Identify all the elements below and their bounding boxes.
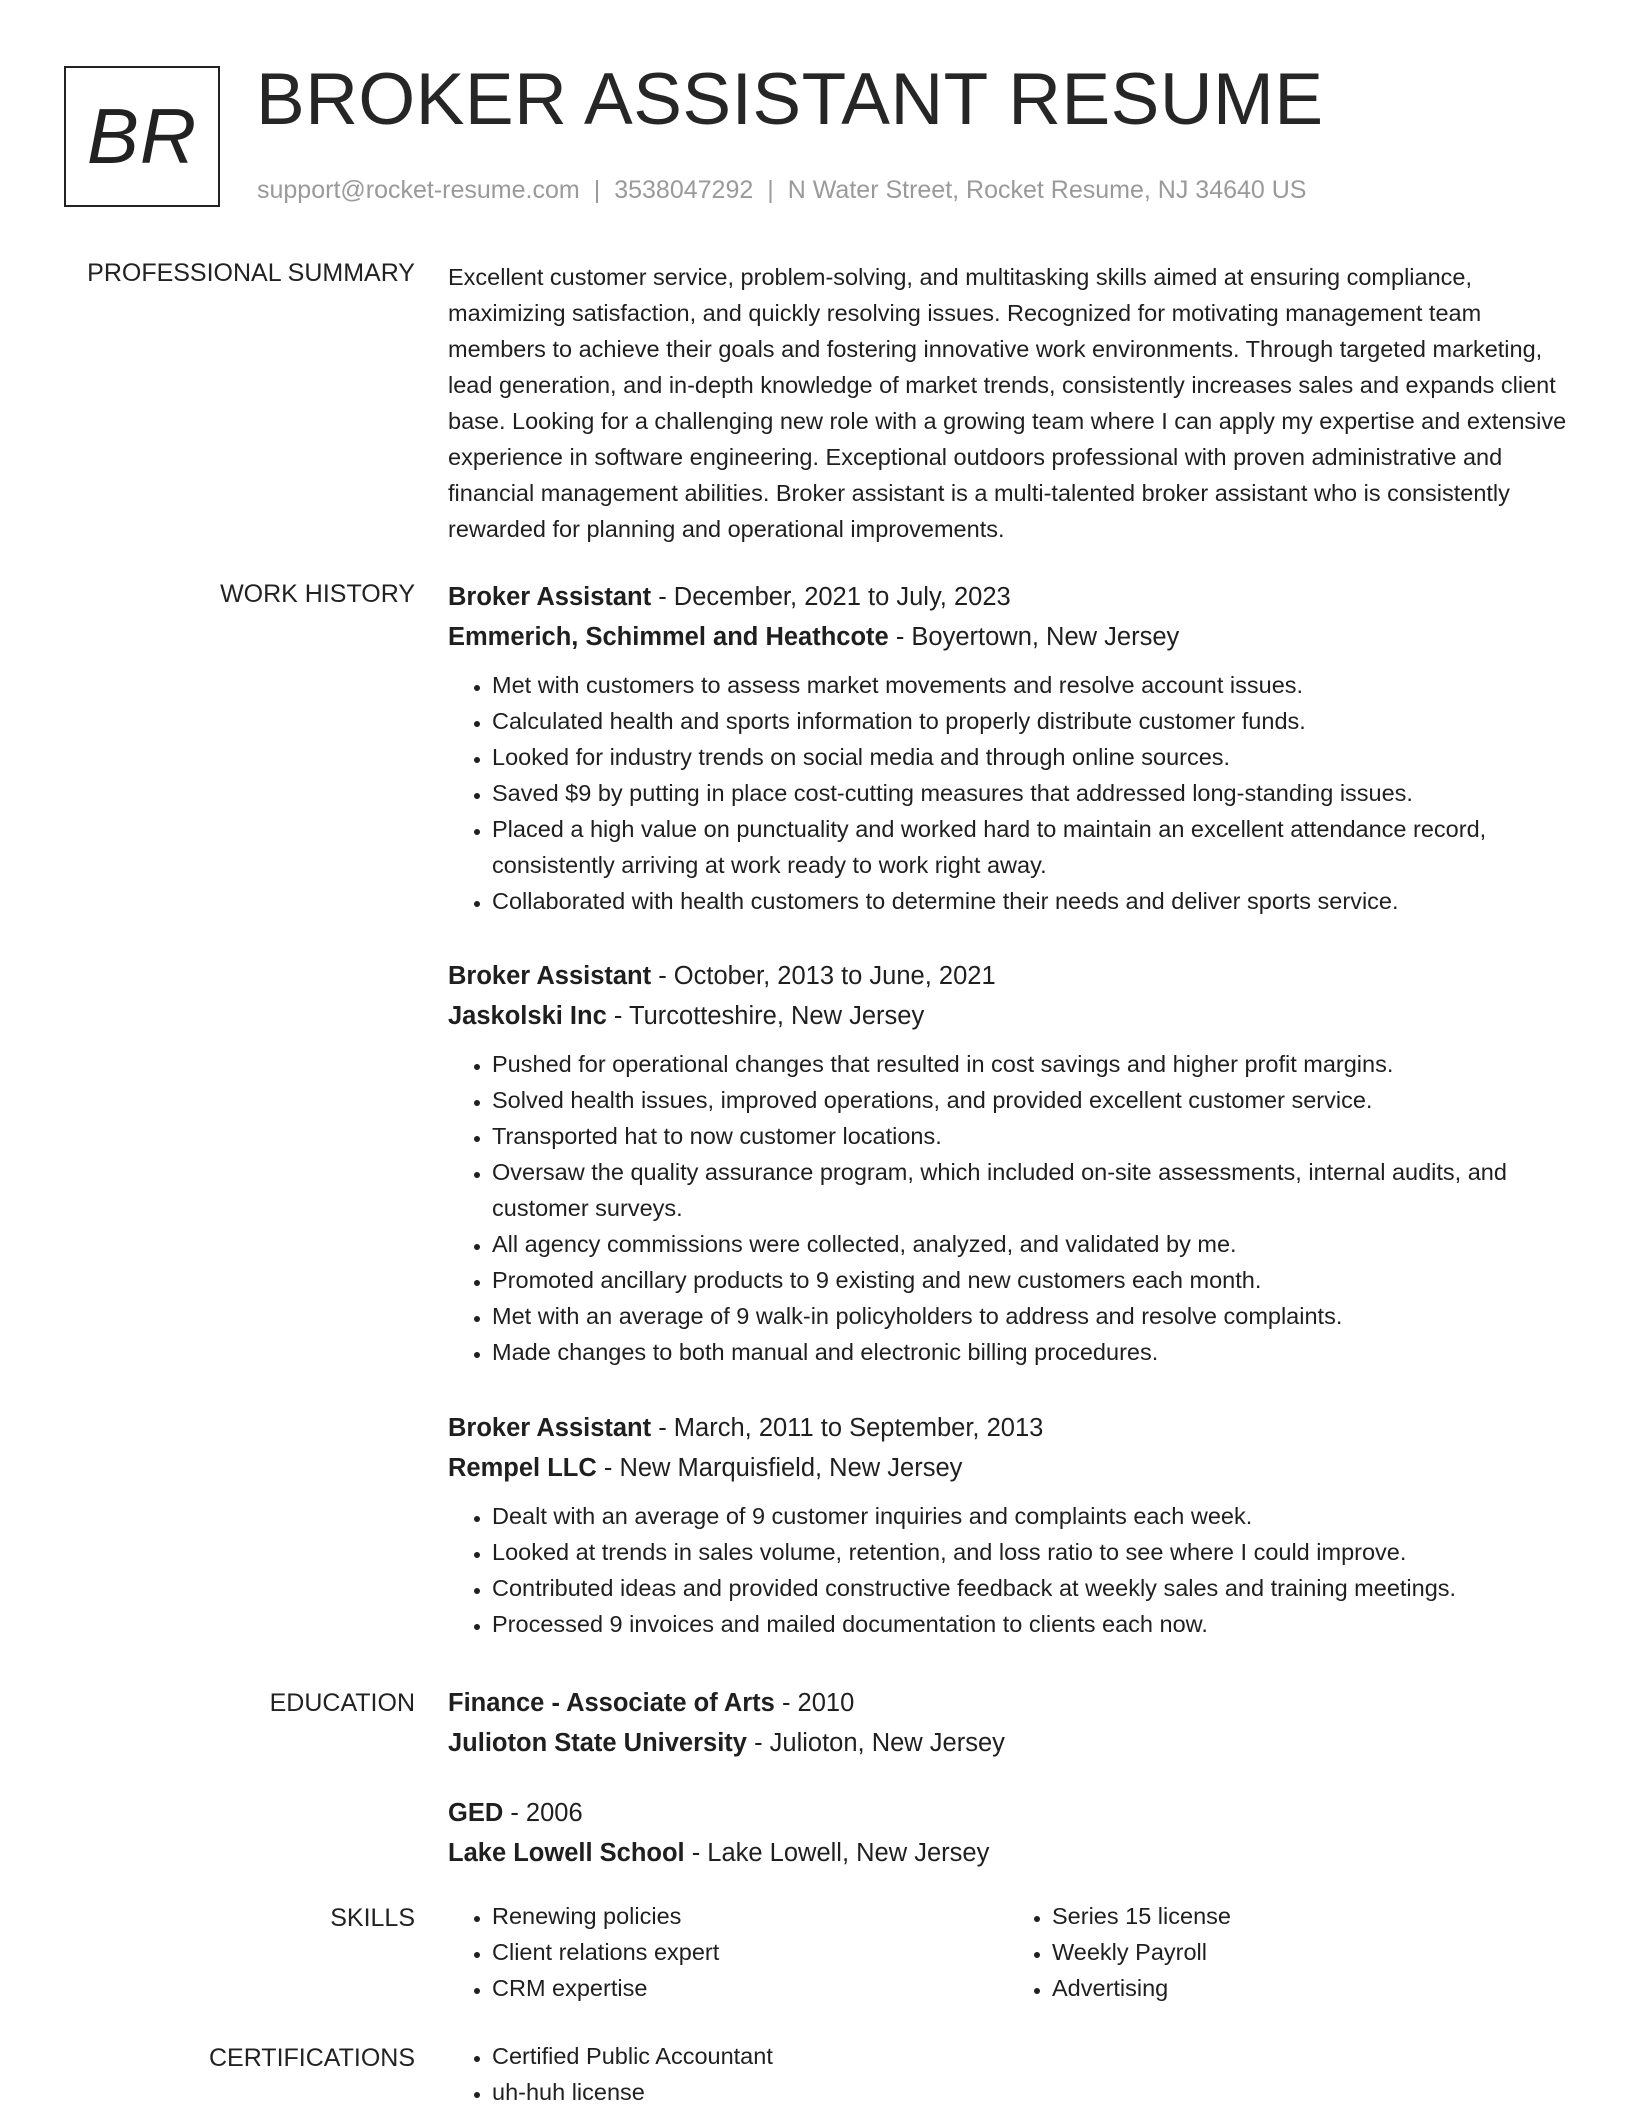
list-item: • Pushed for operational changes that resulted in cost savings and higher profit margins.: [492, 1046, 1568, 1082]
section-label-summary: PROFESSIONAL SUMMARY: [87, 259, 415, 287]
education-school-line: [448, 1723, 1568, 1763]
contact-line: [257, 176, 1306, 205]
job-company-line: [448, 617, 1568, 657]
job-bullets: [448, 1046, 1568, 1370]
job-bullets: [448, 667, 1568, 919]
list-item: • Oversaw the quality assurance program, which included on-site assessments, internal audits, and customer surveys.: [492, 1154, 1568, 1226]
list-item: • Contributed ideas and provided constructive feedback at weekly sales and training meetings.: [492, 1570, 1568, 1606]
job-heading: [448, 577, 1568, 617]
education-year: - 2010: [774, 1689, 855, 1717]
contact-address: N Water Street, Rocket Resume, NJ 34640 US: [787, 176, 1307, 204]
contact-separator: |: [593, 176, 601, 204]
list-item: • Dealt with an average of 9 customer inquiries and complaints each week.: [492, 1498, 1568, 1534]
job-title: Broker Assistant: [448, 583, 652, 611]
job-heading: [448, 1408, 1568, 1448]
job-company: Rempel LLC: [448, 1454, 597, 1482]
education-degree-line: [448, 1793, 1568, 1833]
job-dates: - December, 2021 to July, 2023: [651, 583, 1011, 611]
job-dates: - March, 2011 to September, 2013: [651, 1414, 1044, 1442]
job-entry: [448, 956, 1568, 1370]
job-location: - Turcotteshire, New Jersey: [606, 1002, 925, 1030]
job-dates: - October, 2013 to June, 2021: [651, 962, 996, 990]
job-heading: [448, 956, 1568, 996]
skills-column-right: [1008, 1898, 1568, 2006]
education-location: - Lake Lowell, New Jersey: [684, 1839, 990, 1867]
certifications-bullets: [448, 2038, 1568, 2110]
skill-item: • Client relations expert: [492, 1934, 1008, 1970]
education-location: - Julioton, New Jersey: [746, 1729, 1005, 1757]
job-location: - New Marquisfield, New Jersey: [596, 1454, 963, 1482]
list-item: • Looked for industry trends on social media and through online sources.: [492, 739, 1568, 775]
skill-item: • Renewing policies: [492, 1898, 1008, 1934]
education-school-line: [448, 1833, 1568, 1873]
education-degree: Finance - Associate of Arts: [448, 1689, 775, 1717]
list-item: • Processed 9 invoices and mailed documentation to clients each now.: [492, 1606, 1568, 1642]
contact-phone[interactable]: 3538047292: [614, 176, 754, 204]
list-item: • Made changes to both manual and electronic billing procedures.: [492, 1334, 1568, 1370]
list-item: • Placed a high value on punctuality and worked hard to maintain an excellent attendance record, consistently arriving at work ready to work right away.: [492, 811, 1568, 883]
contact-separator: |: [767, 176, 774, 204]
certifications-list: [448, 2038, 1568, 2110]
skills-list: [448, 1898, 1568, 2006]
job-company-line: [448, 996, 1568, 1036]
job-title: Broker Assistant: [448, 1414, 652, 1442]
education-year: - 2006: [503, 1799, 583, 1827]
job-bullets: [448, 1498, 1568, 1642]
list-item: • Met with customers to assess market movements and resolve account issues.: [492, 667, 1568, 703]
job-company-line: [448, 1448, 1568, 1488]
list-item: • All agency commissions were collected, analyzed, and validated by me.: [492, 1226, 1568, 1262]
list-item: • Looked at trends in sales volume, retention, and loss ratio to see where I could improve.: [492, 1534, 1568, 1570]
contact-email[interactable]: support@rocket-resume.com: [257, 176, 580, 204]
skill-item: • CRM expertise: [492, 1970, 1008, 2006]
monogram-logo: BR: [64, 66, 220, 207]
education-degree-line: [448, 1683, 1568, 1723]
job-entry: [448, 577, 1568, 919]
job-location: - Boyertown, New Jersey: [888, 623, 1180, 651]
skill-item: • Series 15 license: [1052, 1898, 1568, 1934]
education-school: Julioton State University: [448, 1729, 747, 1757]
certification-item: • Certified Public Accountant: [492, 2038, 1568, 2074]
list-item: • Promoted ancillary products to 9 existing and new customers each month.: [492, 1262, 1568, 1298]
skill-item: • Weekly Payroll: [1052, 1934, 1568, 1970]
list-item: • Transported hat to now customer locations.: [492, 1118, 1568, 1154]
skill-item: • Advertising: [1052, 1970, 1568, 2006]
education-entry: [448, 1683, 1568, 1763]
list-item: • Saved $9 by putting in place cost-cutting measures that addressed long-standing issues.: [492, 775, 1568, 811]
summary-text: Excellent customer service, problem-solving, and multitasking skills aimed at ensuring compliance, maximizing satisfaction, and quickly resolving issues. Recognized for motivating management team members to achieve their goals and fostering innovative work environments. Through targeted marketing, lead generation, and in-depth knowledge of market trends, consistently increases sales and expands client base. Looking for a challenging new role with a growing team where I can apply my expertise and extensive experience in software engineering. Exceptional outdoors professional with proven administrative and financial management abilities. Broker assistant is a multi-talented broker assistant who is consistently rewarded for planning and operational improvements.: [448, 264, 1567, 542]
list-item: • Met with an average of 9 walk-in policyholders to address and resolve complaints.: [492, 1298, 1568, 1334]
list-item: • Collaborated with health customers to determine their needs and deliver sports service.: [492, 883, 1568, 919]
education-degree: GED: [448, 1799, 504, 1827]
job-company: Jaskolski Inc: [448, 1002, 607, 1030]
section-label-education: EDUCATION: [269, 1689, 415, 1717]
section-label-certifications: CERTIFICATIONS: [208, 2044, 415, 2072]
job-company: Emmerich, Schimmel and Heathcote: [448, 623, 889, 651]
skills-column-left: [448, 1898, 1008, 2006]
page-title: BROKER ASSISTANT RESUME: [256, 59, 1324, 140]
education-school: Lake Lowell School: [448, 1839, 685, 1867]
section-label-work-history: WORK HISTORY: [220, 580, 415, 608]
section-label-skills: SKILLS: [330, 1904, 415, 1932]
education-entry: [448, 1793, 1568, 1873]
certification-item: • uh-huh license: [492, 2074, 1568, 2110]
job-title: Broker Assistant: [448, 962, 652, 990]
job-entry: [448, 1408, 1568, 1642]
list-item: • Solved health issues, improved operations, and provided excellent customer service.: [492, 1082, 1568, 1118]
list-item: • Calculated health and sports information to properly distribute customer funds.: [492, 703, 1568, 739]
